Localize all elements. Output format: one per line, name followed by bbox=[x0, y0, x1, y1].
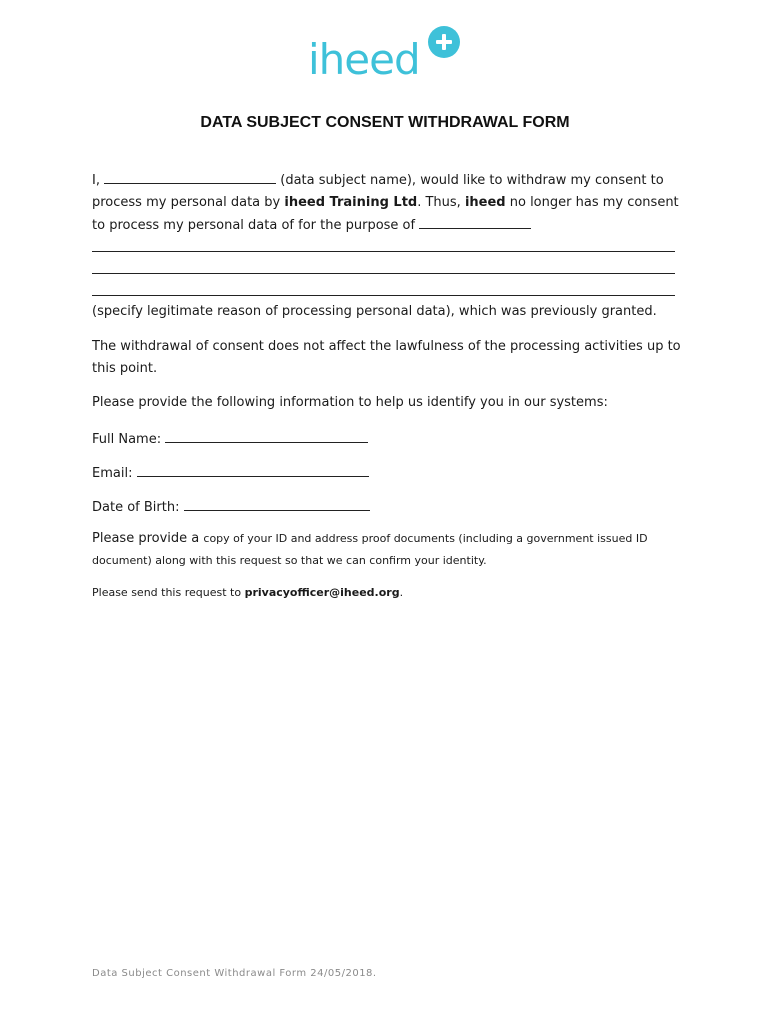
purpose-line-1[interactable] bbox=[92, 251, 675, 252]
para1-lead: I, bbox=[92, 173, 100, 188]
plus-circle-icon bbox=[428, 26, 460, 58]
withdrawal-paragraph bbox=[92, 169, 682, 237]
identify-text: Please provide the following information to help us identify you in our systems: bbox=[92, 395, 608, 410]
full-name-row bbox=[92, 428, 682, 451]
full-name-label: Full Name: bbox=[92, 432, 162, 447]
para1-s2: (data subject name), would like to withdraw my consent to bbox=[280, 173, 664, 188]
specify-text: (specify legitimate reason of processing personal data), which was previously granted. bbox=[92, 304, 657, 319]
send-paragraph bbox=[92, 582, 682, 604]
id-request-lead: Please provide a bbox=[92, 531, 200, 546]
full-name-field[interactable] bbox=[165, 428, 368, 443]
privacy-email-link[interactable]: privacyofficer@iheed.org bbox=[244, 586, 400, 599]
purpose-line-3[interactable] bbox=[92, 295, 675, 296]
dob-label: Date of Birth: bbox=[92, 500, 180, 515]
lawfulness-text: The withdrawal of consent does not affect the lawfulness of the processing activities up to this point. bbox=[92, 339, 681, 376]
iheed-logo bbox=[308, 26, 468, 86]
email-label: Email: bbox=[92, 466, 133, 481]
page-footer: Data Subject Consent Withdrawal Form 24/05/2018. bbox=[92, 968, 377, 979]
send-tail: . bbox=[399, 586, 404, 599]
form-title: DATA SUBJECT CONSENT WITHDRAWAL FORM bbox=[200, 114, 570, 131]
logo-text: iheed bbox=[308, 35, 420, 84]
company-name: iheed Training Ltd bbox=[284, 195, 418, 210]
para1-s5: no longer has my consent to bbox=[92, 195, 679, 233]
para1-s4: . Thus, bbox=[417, 195, 461, 210]
send-lead: Please send this request to bbox=[92, 586, 242, 599]
para1-s3: process my personal data by bbox=[92, 195, 281, 210]
dob-row bbox=[92, 496, 682, 519]
brand-name: iheed bbox=[464, 195, 506, 210]
email-row bbox=[92, 462, 682, 485]
data-subject-name-field[interactable] bbox=[104, 169, 276, 184]
dob-field[interactable] bbox=[184, 496, 370, 511]
email-field[interactable] bbox=[137, 462, 369, 477]
para1-s6: process my personal data of for the purpose of bbox=[109, 218, 416, 233]
id-request-paragraph bbox=[92, 528, 682, 572]
purpose-field[interactable] bbox=[419, 214, 531, 229]
purpose-line-2[interactable] bbox=[92, 273, 675, 274]
id-request-rest: copy of your ID and address proof documents (including a government issued ID document) along with this request so that we can confirm your identity. bbox=[92, 532, 648, 567]
